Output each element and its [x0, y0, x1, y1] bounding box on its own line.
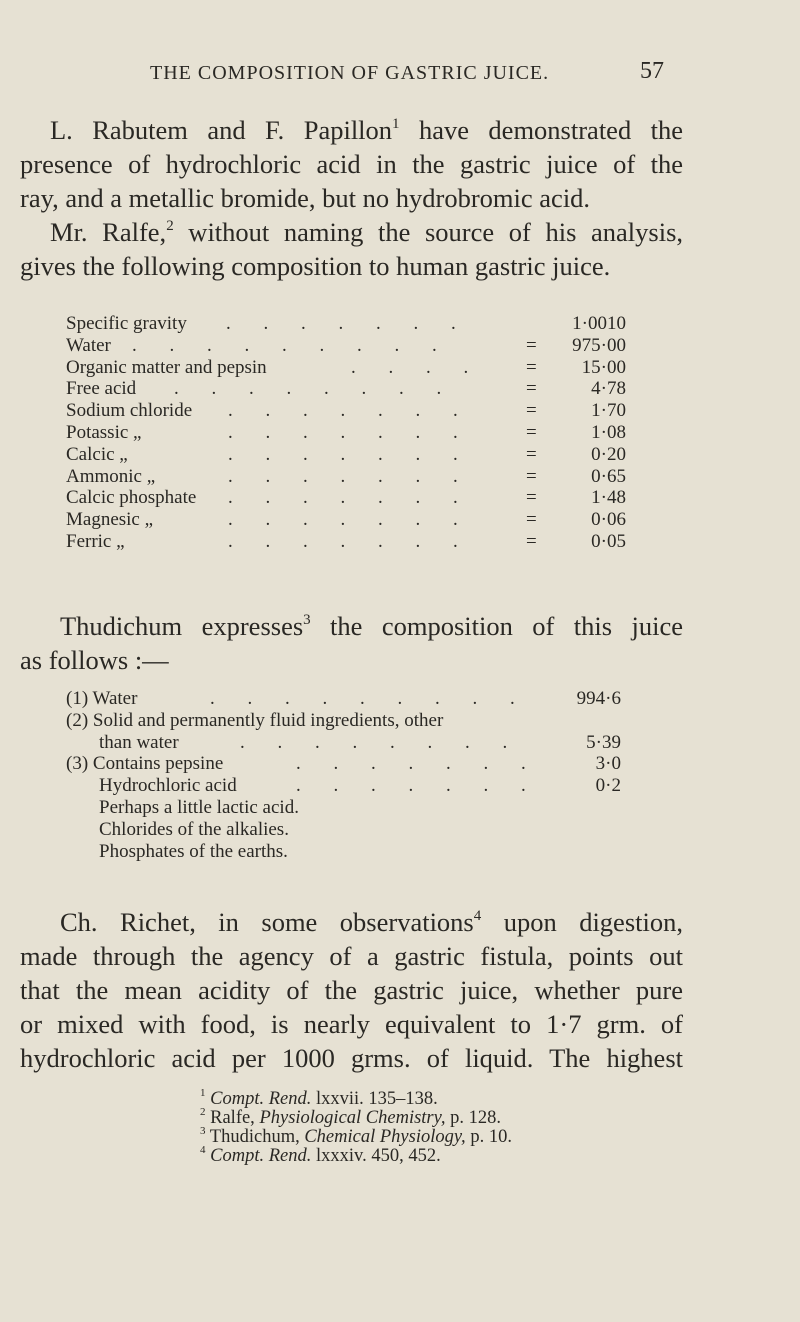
row-value: 1·70	[591, 400, 626, 422]
row-label: Organic matter and pepsin	[66, 356, 267, 378]
dot-leader: . . . .	[351, 356, 483, 378]
text-line: as follows :—	[20, 645, 169, 675]
row-value: 15·00	[581, 356, 626, 378]
row-value: 975·00	[572, 334, 626, 356]
equals-sign: =	[526, 378, 537, 400]
page-number: 57	[640, 58, 664, 84]
row-label: Phosphates of the earths.	[99, 840, 288, 862]
row-label: Calcic phosphate	[66, 487, 197, 509]
text-line: presence of hydrochloric acid in the gastric juice of the	[20, 149, 683, 179]
equals-sign: =	[526, 531, 537, 552]
page-header	[0, 58, 800, 98]
row-label: Sodium chloride	[66, 400, 193, 422]
equals-sign: =	[526, 487, 537, 509]
footnote: $^1$ Compt. Rend. lxxvii. 135–138.	[200, 1087, 438, 1109]
row-value: 0·2	[595, 775, 621, 797]
dot-leader: . . . . . . .	[228, 531, 472, 552]
text-line: made through the agency of a gastric fistula, points out	[20, 941, 683, 971]
running-title: THE COMPOSITION OF GASTRIC JUICE.	[150, 62, 550, 84]
text-line: or mixed with food, is nearly equivalent to 1·7 grm. of	[20, 1009, 683, 1039]
row-value: 0·20	[591, 443, 626, 465]
text-line: gives the following composition to human gastric juice.	[20, 251, 611, 281]
footnote-ref[interactable]: 1	[392, 116, 400, 132]
row-label: (3) Contains pepsine	[66, 753, 224, 775]
equals-sign: =	[526, 356, 537, 378]
row-label: Calcic „	[66, 443, 128, 465]
row-value: 5·39	[586, 731, 621, 753]
row-value: 4·78	[591, 378, 626, 400]
row-value: 1·08	[591, 422, 626, 443]
dot-leader: . . . . . . . . .	[132, 334, 451, 356]
dot-leader: . . . . . . .	[228, 400, 472, 422]
composition-table-ralfe	[66, 313, 636, 563]
footnote-ref[interactable]: 2	[166, 218, 174, 234]
row-value: 1·48	[591, 487, 626, 509]
equals-sign: =	[526, 465, 537, 487]
footnote-ref[interactable]: 4	[473, 908, 482, 924]
row-label: Potassic „	[66, 422, 142, 443]
dot-leader: . . . . . . .	[228, 487, 472, 509]
dot-leader: . . . . . . .	[296, 753, 540, 775]
dot-leader: . . . . . . .	[228, 509, 472, 531]
row-label: Perhaps a little lactic acid.	[99, 797, 299, 818]
dot-leader: . . . . . . .	[226, 313, 470, 334]
footnote: $^2$ Ralfe, Physiological Chemistry, p. 128.	[200, 1106, 501, 1128]
footnote-ref[interactable]: 3	[303, 612, 311, 628]
dot-leader: . . . . . . .	[228, 465, 472, 487]
equals-sign: =	[526, 443, 537, 465]
equals-sign: =	[526, 509, 537, 531]
composition-table-thudichum	[66, 688, 636, 868]
row-value: 0·65	[591, 465, 626, 487]
text-line: that the mean acidity of the gastric juice, whether pure	[20, 975, 683, 1005]
row-label: Free acid	[66, 378, 137, 400]
text-line: L. Rabutem and F. Papillon$^1$ have demonstrated the	[50, 115, 683, 145]
footnote: $^4$ Compt. Rend. lxxxiv. 450, 452.	[200, 1144, 441, 1166]
text-line: Thudichum expresses$^3$ the composition of this juice	[60, 611, 683, 641]
equals-sign: =	[526, 334, 537, 356]
row-label: Specific gravity	[66, 313, 187, 334]
dot-leader: . . . . . . .	[228, 422, 472, 443]
row-label: Ammonic „	[66, 465, 156, 487]
footnote: $^3$ Thudichum, Chemical Physiology, p. 10.	[200, 1125, 512, 1147]
row-label: Ferric „	[66, 531, 125, 552]
dot-leader: . . . . . . . . .	[210, 688, 529, 709]
row-label: Water	[66, 334, 111, 356]
row-value: 994·6	[576, 688, 621, 709]
row-value: 0·05	[591, 531, 626, 552]
dot-leader: . . . . . . .	[228, 443, 472, 465]
row-label: Chlorides of the alkalies.	[99, 818, 289, 840]
row-label: (1) Water	[66, 688, 138, 709]
text-line: ray, and a metallic bromide, but no hydrobromic acid.	[20, 183, 591, 213]
dot-leader: . . . . . . . .	[174, 378, 456, 400]
equals-sign: =	[526, 400, 537, 422]
text-line: Mr. Ralfe,$^2$ without naming the source of his analysis,	[50, 217, 684, 247]
row-label: Hydrochloric acid	[99, 775, 237, 797]
row-value: 3·0	[595, 753, 621, 775]
text-line: hydrochloric acid per 1000 grms. of liquid. The highest	[20, 1043, 683, 1073]
row-label: (2) Solid and permanently fluid ingredients, other	[66, 709, 444, 731]
row-label: than water	[99, 731, 179, 753]
row-label: Magnesic „	[66, 509, 154, 531]
text-line: Ch. Richet, in some observations$^4$ upon digestion,	[60, 907, 683, 937]
equals-sign: =	[526, 422, 537, 443]
dot-leader: . . . . . . . .	[240, 731, 522, 753]
dot-leader: . . . . . . .	[296, 775, 540, 797]
row-value: 1·0010	[572, 313, 626, 334]
row-value: 0·06	[591, 509, 626, 531]
